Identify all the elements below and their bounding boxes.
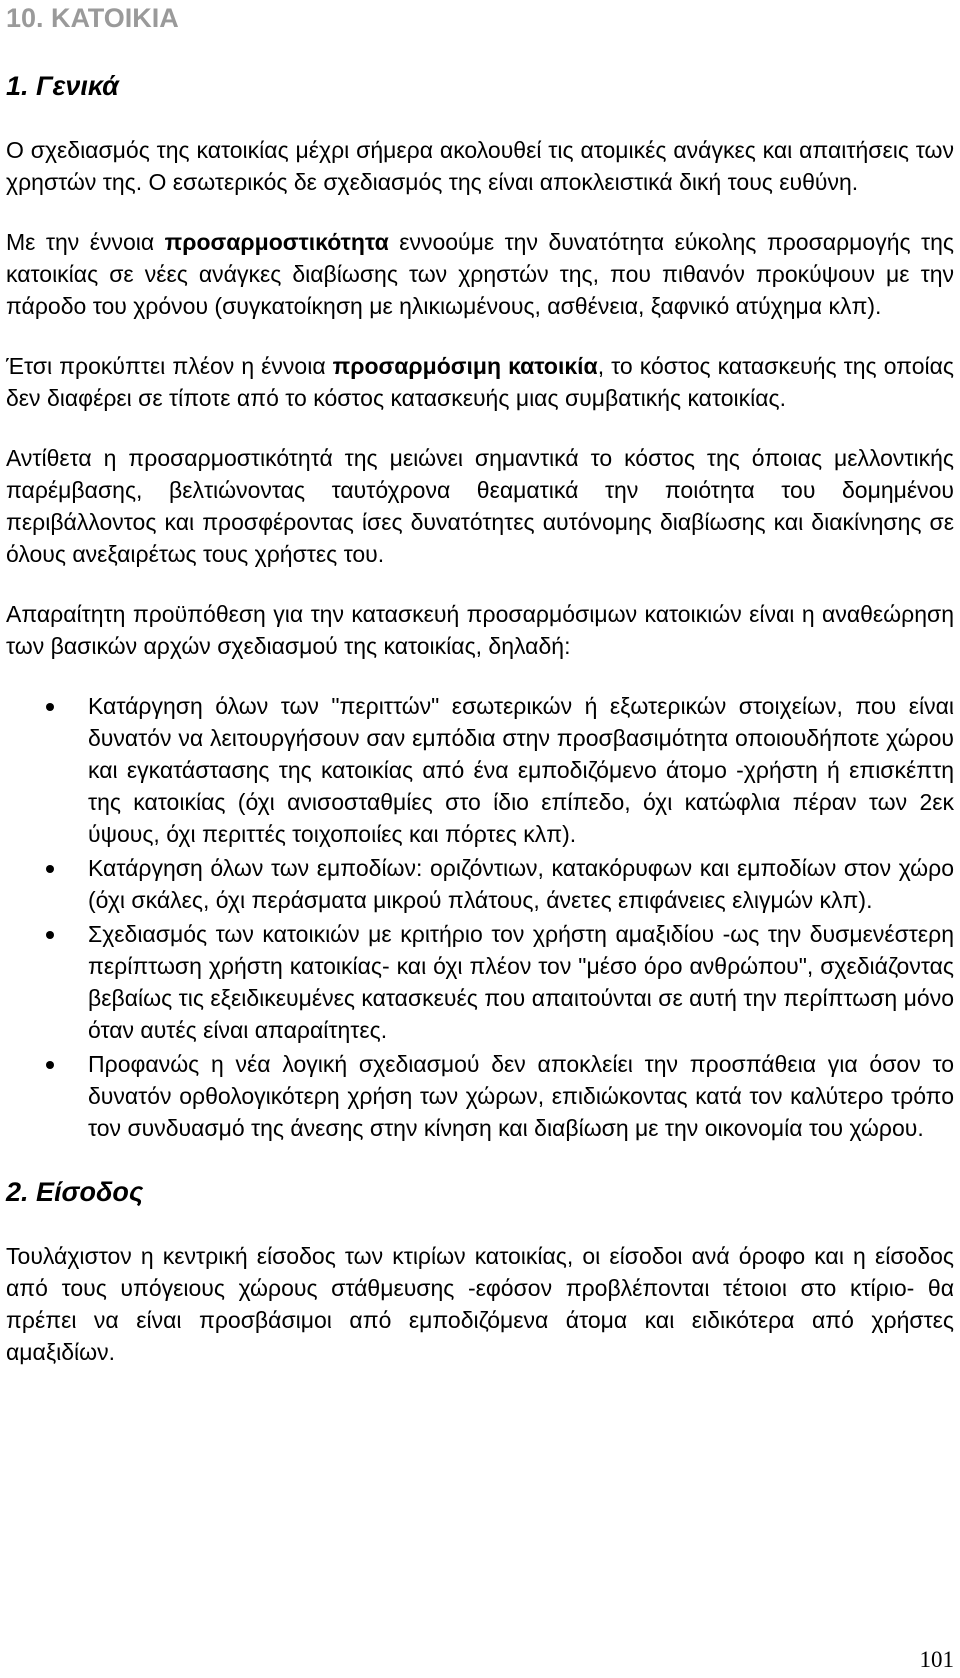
- bullet-icon: [46, 865, 54, 873]
- bold-term-adaptable-housing: προσαρμόσιμη κατοικία: [332, 353, 598, 379]
- paragraph-text: εννοούμε την δυνατότητα εύκολης προσαρμογής της κατοικίας σε νέες ανάγκες διαβίωσης των χρηστών της, που πιθανόν προκύψουν με την πάροδο του χρόνου (συγκατοίκηση με ηλικιωμένους, ασθένεια, ξαφνικό ατύχημα κλπ).: [6, 229, 955, 319]
- chapter-title: 10. ΚΑΤΟΙΚΙΑ: [6, 3, 179, 33]
- section-title-entrance: 2. Είσοδος: [6, 1177, 144, 1207]
- paragraph-text: Με την έννοια: [6, 229, 165, 255]
- page-number: 101: [919, 1647, 954, 1672]
- list-item: [6, 852, 954, 916]
- list-item: [6, 918, 954, 1046]
- bullet-icon: [46, 703, 54, 711]
- list-item-text: Προφανώς η νέα λογική σχεδιασμού δεν αποκλείει την προσπάθεια για όσον το δυνατόν ορθολογικότερη χρήση των χώρων, επιδιώκοντας κατά τον καλύτερο τρόπο τον συνδυασμό της άνεσης στην κίνηση και διαβίωση με την οικονομία του χώρου.: [88, 1051, 954, 1141]
- section-title-general: 1. Γενικά: [6, 71, 119, 101]
- requirements-list: [6, 690, 954, 1144]
- document-page: [6, 0, 954, 1368]
- paragraph-cost-benefit: Αντίθετα η προσαρμοστικότητά της μειώνει σημαντικά το κόστος της όποιας μελλοντικής παρέμβασης, βελτιώνοντας ταυτόχρονα θεαματικά την ποιότητα του δομημένου περιβάλλοντος και προσφέροντας ίσες δυνατότητες αυτόνομης διαβίωσης και διακίνησης σε όλους ανεξαιρέτως τους χρήστες του.: [6, 445, 954, 567]
- list-item: [6, 1048, 954, 1144]
- bullet-icon: [46, 931, 54, 939]
- list-item-text: Κατάργηση όλων των εμποδίων: οριζόντιων, κατακόρυφων και εμποδίων στον χώρο (όχι σκάλες, όχι περάσματα μικρού πλάτους, άνετες επιφάνειες ελιγμών κλπ).: [88, 855, 954, 913]
- list-item-text: Σχεδιασμός των κατοικιών με κριτήριο τον χρήστη αμαξιδίου -ως την δυσμενέστερη περίπτωση χρήστη κατοικίας- και όχι πλέον τον "μέσο όρο ανθρώπου", σχεδιάζοντας βεβαίως τις εξειδικευμένες κατασκευές που απαιτούνται σε αυτή την περίπτωση μόνο όταν αυτές είναι απαραίτητες.: [88, 921, 954, 1043]
- bold-term-adaptability: προσαρμοστικότητα: [164, 229, 389, 255]
- paragraph-prerequisite: Απαραίτητη προϋπόθεση για την κατασκευή προσαρμόσιμων κατοικιών είναι η αναθεώρηση των βασικών αρχών σχεδιασμού της κατοικίας, δηλαδή:: [6, 601, 954, 659]
- paragraph-intro: Ο σχεδιασμός της κατοικίας μέχρι σήμερα ακολουθεί τις ατομικές ανάγκες και απαιτήσεις των χρηστών της. Ο εσωτερικός δε σχεδιασμός της είναι αποκλειστικά δική τους ευθύνη.: [6, 137, 954, 195]
- paragraph-text: Έτσι προκύπτει πλέον η έννοια: [6, 353, 333, 379]
- paragraph-adaptable-housing: [6, 350, 954, 414]
- list-item: [6, 690, 954, 850]
- paragraph-text: , το κόστος κατασκευής της οποίας δεν διαφέρει σε τίποτε από το κόστος κατασκευής μιας συμβατικής κατοικίας.: [6, 353, 954, 411]
- paragraph-entrance: Τουλάχιστον η κεντρική είσοδος των κτιρίων κατοικίας, οι είσοδοι ανά όροφο και η είσοδος από τους υπόγειους χώρους στάθμευσης -εφόσον προβλέπονται τέτοιοι στο κτίριο- θα πρέπει να είναι προσβάσιμοι από εμποδιζόμενα άτομα και ειδικότερα από χρήστες αμαξιδίων.: [6, 1243, 954, 1365]
- bullet-icon: [46, 1061, 54, 1069]
- paragraph-adaptability: [6, 226, 954, 322]
- list-item-text: Κατάργηση όλων των "περιττών" εσωτερικών ή εξωτερικών στοιχείων, που είναι δυνατόν να λειτουργήσουν σαν εμπόδια στην προσβασιμότητα οποιουδήποτε χώρου και εγκατάστασης της κατοικίας από ένα εμποδιζόμενο άτομο -χρήστη ή επισκέπτη της κατοικίας (όχι ανισοσταθμίες στο ίδιο επίπεδο, όχι κατώφλια πέραν των 2εκ ύψους, όχι περιττές τοιχοποιίες και πόρτες κλπ).: [88, 693, 954, 847]
